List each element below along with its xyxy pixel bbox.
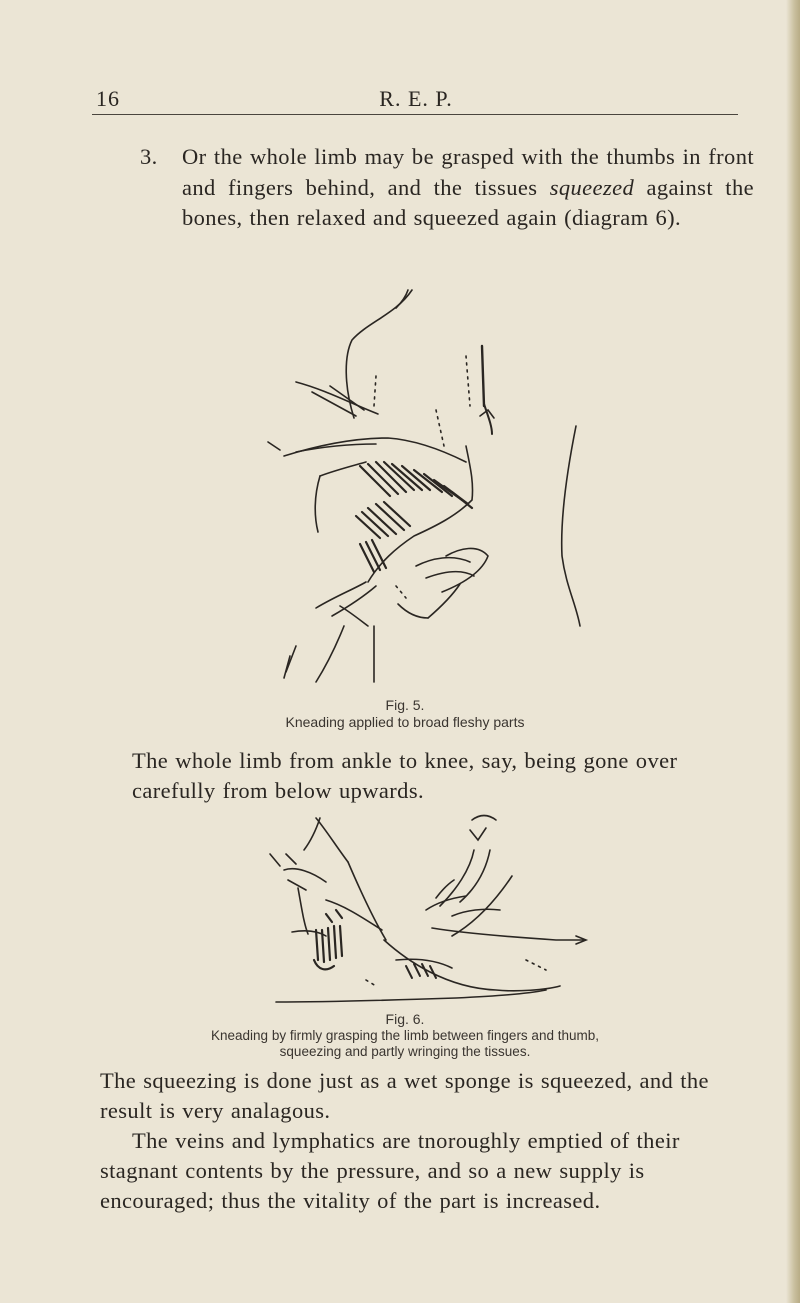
figure-6-caption-line-1: Kneading by firmly grasping the limb between fingers and thumb, xyxy=(211,1028,599,1043)
running-head: R. E. P. xyxy=(379,86,453,111)
figure-5-illustration xyxy=(256,286,586,692)
item-emphasis: squeezed xyxy=(549,174,635,200)
item-number: 3. xyxy=(140,144,158,169)
figure-6-illustration xyxy=(256,810,606,1010)
paragraph-3-text: The veins and lymphatics are tnoroughly emptied of their stagnant contents by the pressure, and so a new supply is encouraged; thus the vitality of the part is increased. xyxy=(100,1128,680,1213)
item-text-after: against the bones, then relaxed and squeezed again (diagram 6). xyxy=(182,174,754,230)
item-text xyxy=(182,142,754,234)
figure-5-label: Fig. 5. xyxy=(385,697,425,713)
page-edge xyxy=(786,0,800,1303)
figure-6-label: Fig. 6. xyxy=(385,1011,425,1027)
paragraph-3 xyxy=(100,1126,745,1216)
item-text-before: Or the whole limb may be grasped with the thumbs in front and fingers behind, and the tissues xyxy=(182,144,754,200)
header-rule xyxy=(92,114,738,115)
paragraph-2: The squeezing is done just as a wet sponge is squeezed, and the result is very analagous. xyxy=(100,1068,709,1123)
paragraph-1: The whole limb from ankle to knee, say, being gone over carefully from below upwards. xyxy=(132,748,678,803)
page-number: 16 xyxy=(96,86,120,111)
figure-5-caption: Kneading applied to broad fleshy parts xyxy=(285,714,525,730)
page-header xyxy=(96,86,736,116)
figure-6-caption-line-2: squeezing and partly wringing the tissues. xyxy=(279,1044,531,1059)
